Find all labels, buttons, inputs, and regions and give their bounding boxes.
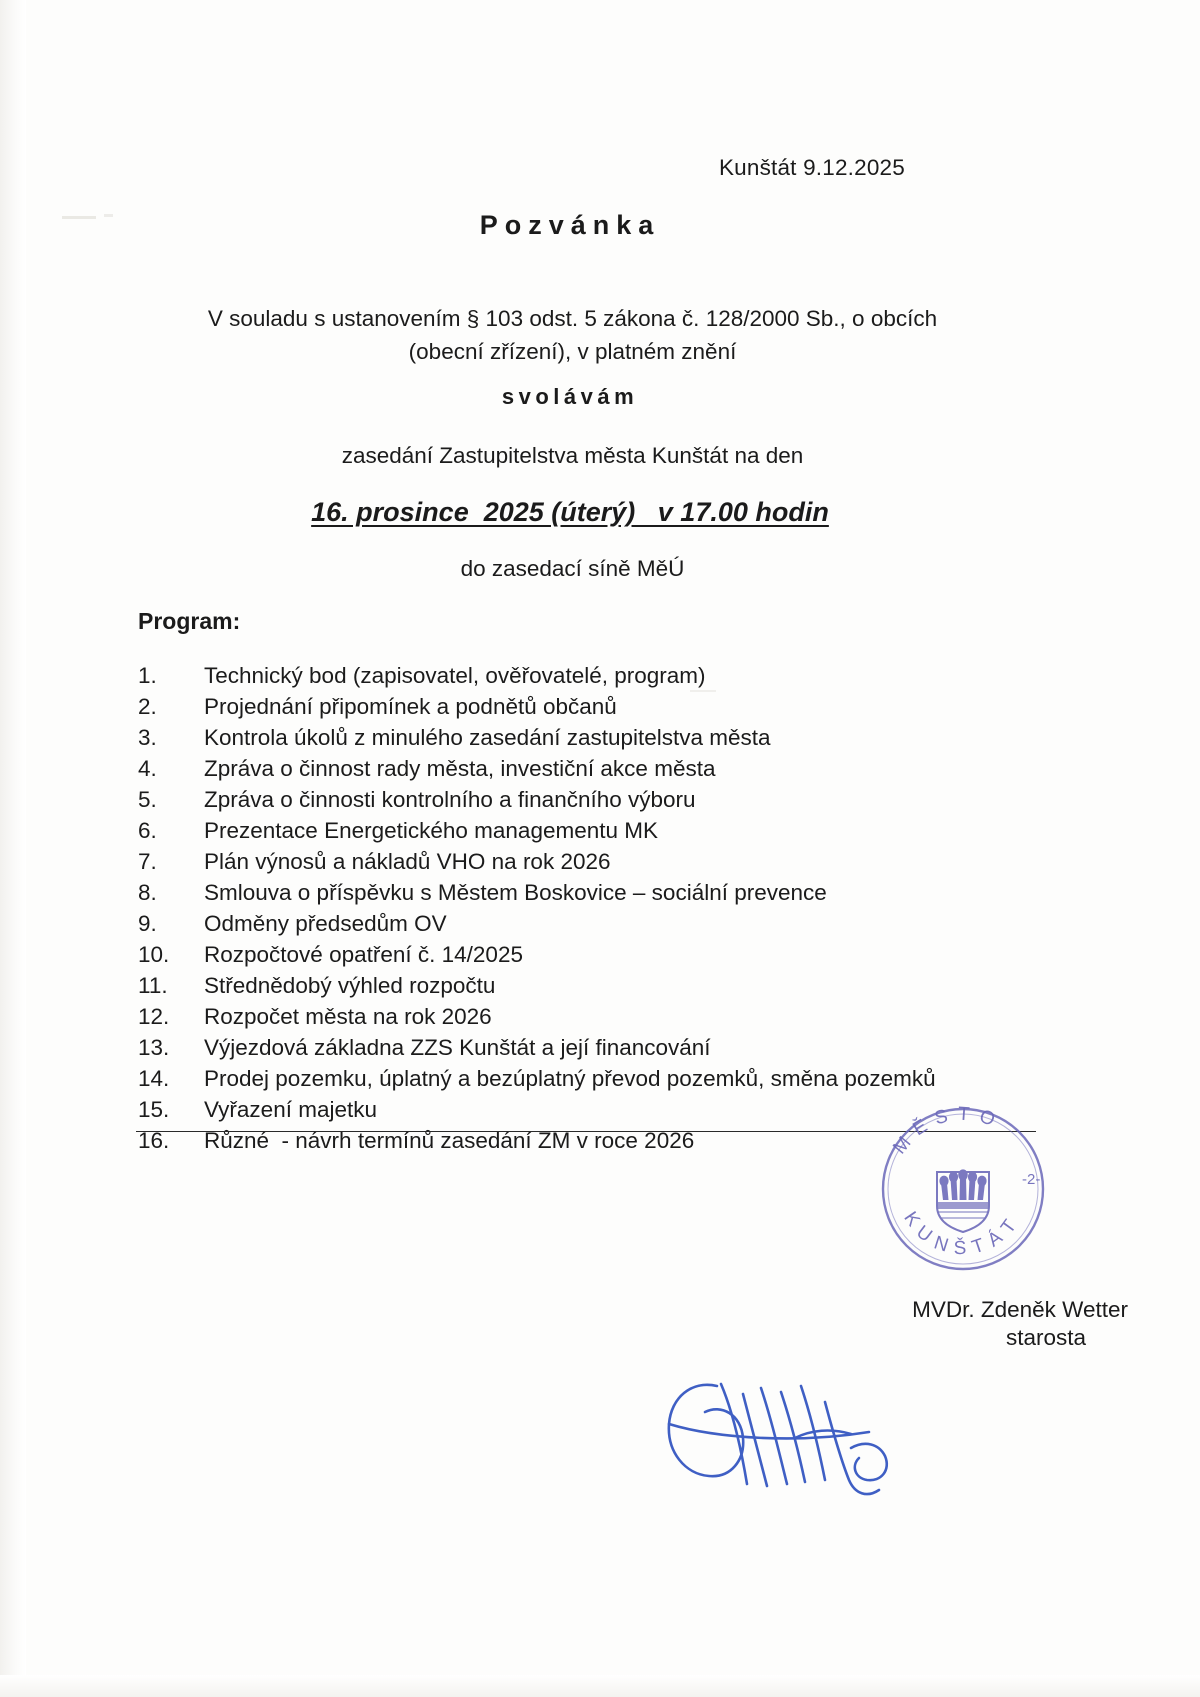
agenda-item (138, 849, 1098, 880)
legal-intro-line-1: V souladu s ustanovením § 103 odst. 5 zákona č. 128/2000 Sb., o obcích (207, 306, 938, 331)
agenda-item-number: 15. (138, 1097, 170, 1122)
agenda-item (138, 973, 1098, 1004)
agenda-item-number: 2. (138, 694, 157, 719)
stamp-bottom-text: KUNŠTÁT (899, 1208, 1026, 1260)
agenda-item (138, 1004, 1098, 1035)
agenda-item-text: Různé - návrh termínů zasedání ZM v roce 2026 (204, 1128, 695, 1153)
agenda-item (138, 942, 1098, 973)
agenda-list (138, 663, 1098, 1159)
stamp-center-number: -2- (1022, 1171, 1041, 1188)
agenda-item-number: 7. (138, 849, 157, 874)
agenda-item-number: 14. (138, 1066, 170, 1091)
agenda-item-text: Technický bod (zapisovatel, ověřovatelé, program) (204, 663, 706, 688)
scan-edge-shadow (0, 0, 26, 1697)
agenda-item-text: Zpráva o činnost rady města, investiční akce města (204, 756, 716, 781)
agenda-item-number: 16. (138, 1128, 170, 1153)
agenda-item-number: 13. (138, 1035, 170, 1060)
session-announcement: zasedání Zastupitelstva města Kunštát na den (341, 443, 804, 468)
agenda-item (138, 756, 1098, 787)
agenda-item (138, 1066, 1098, 1097)
signatory-name: MVDr. Zdeněk Wetter (912, 1297, 1128, 1322)
agenda-item (138, 880, 1098, 911)
agenda-item-number: 8. (138, 880, 157, 905)
meeting-datetime (0, 497, 1140, 528)
legal-intro-line-2: (obecní zřízení), v platném znění (408, 339, 737, 364)
legal-intro-paragraph (0, 302, 1145, 368)
agenda-item-number: 9. (138, 911, 157, 936)
agenda-item-number: 1. (138, 663, 157, 688)
agenda-item-number: 6. (138, 818, 157, 843)
agenda-item (138, 818, 1098, 849)
meeting-venue: do zasedací síně MěÚ (460, 556, 685, 581)
agenda-item-text: Výjezdová základna ZZS Kunštát a její financování (204, 1035, 711, 1060)
agenda-item-number: 5. (138, 787, 157, 812)
agenda-item (138, 725, 1098, 756)
agenda-item-number: 11. (138, 973, 168, 998)
agenda-item-number: 12. (138, 1004, 170, 1029)
agenda-item-text: Prezentace Energetického managementu MK (204, 818, 659, 843)
handwritten-signature (655, 1352, 955, 1552)
agenda-item (138, 787, 1098, 818)
agenda-item-number: 3. (138, 725, 157, 750)
official-stamp (872, 1098, 1054, 1280)
agenda-item-text: Odměny předsedům OV (204, 911, 447, 936)
agenda-item-text: Střednědobý výhled rozpočtu (204, 973, 496, 998)
convene-keyword: svolávám (501, 384, 639, 409)
agenda-item (138, 663, 1098, 694)
program-heading: Program: (138, 608, 241, 634)
meeting-datetime-text: 16. prosince 2025 (úterý) v 17.00 hodin (311, 497, 829, 527)
signatory-role: starosta (1005, 1325, 1086, 1350)
agenda-item-number: 10. (138, 942, 170, 967)
agenda-item (138, 1035, 1098, 1066)
agenda-item-text: Plán výnosů a nákladů VHO na rok 2026 (204, 849, 611, 874)
agenda-item-text: Zpráva o činnosti kontrolního a finančního výboru (204, 787, 696, 812)
agenda-item (138, 694, 1098, 725)
agenda-item-text: Vyřazení majetku (204, 1097, 377, 1122)
agenda-item-text: Rozpočtové opatření č. 14/2025 (204, 942, 523, 967)
agenda-item-number: 4. (138, 756, 157, 781)
agenda-item-text: Rozpočet města na rok 2026 (204, 1004, 492, 1029)
scan-edge-shadow-bottom (0, 1675, 1200, 1697)
page-title: Pozvánka (479, 210, 661, 240)
agenda-item-text: Kontrola úkolů z minulého zasedání zastupitelstva města (204, 725, 771, 750)
stamp-top-text: MĚSTO (889, 1103, 1007, 1159)
agenda-item-text: Projednání připomínek a podnětů občanů (204, 694, 617, 719)
document-date: Kunštát 9.12.2025 (718, 155, 905, 180)
agenda-item-text: Prodej pozemku, úplatný a bezúplatný převod pozemků, směna pozemků (204, 1066, 936, 1091)
agenda-item-text: Smlouva o příspěvku s Městem Boskovice – sociální prevence (204, 880, 827, 905)
agenda-item (138, 911, 1098, 942)
